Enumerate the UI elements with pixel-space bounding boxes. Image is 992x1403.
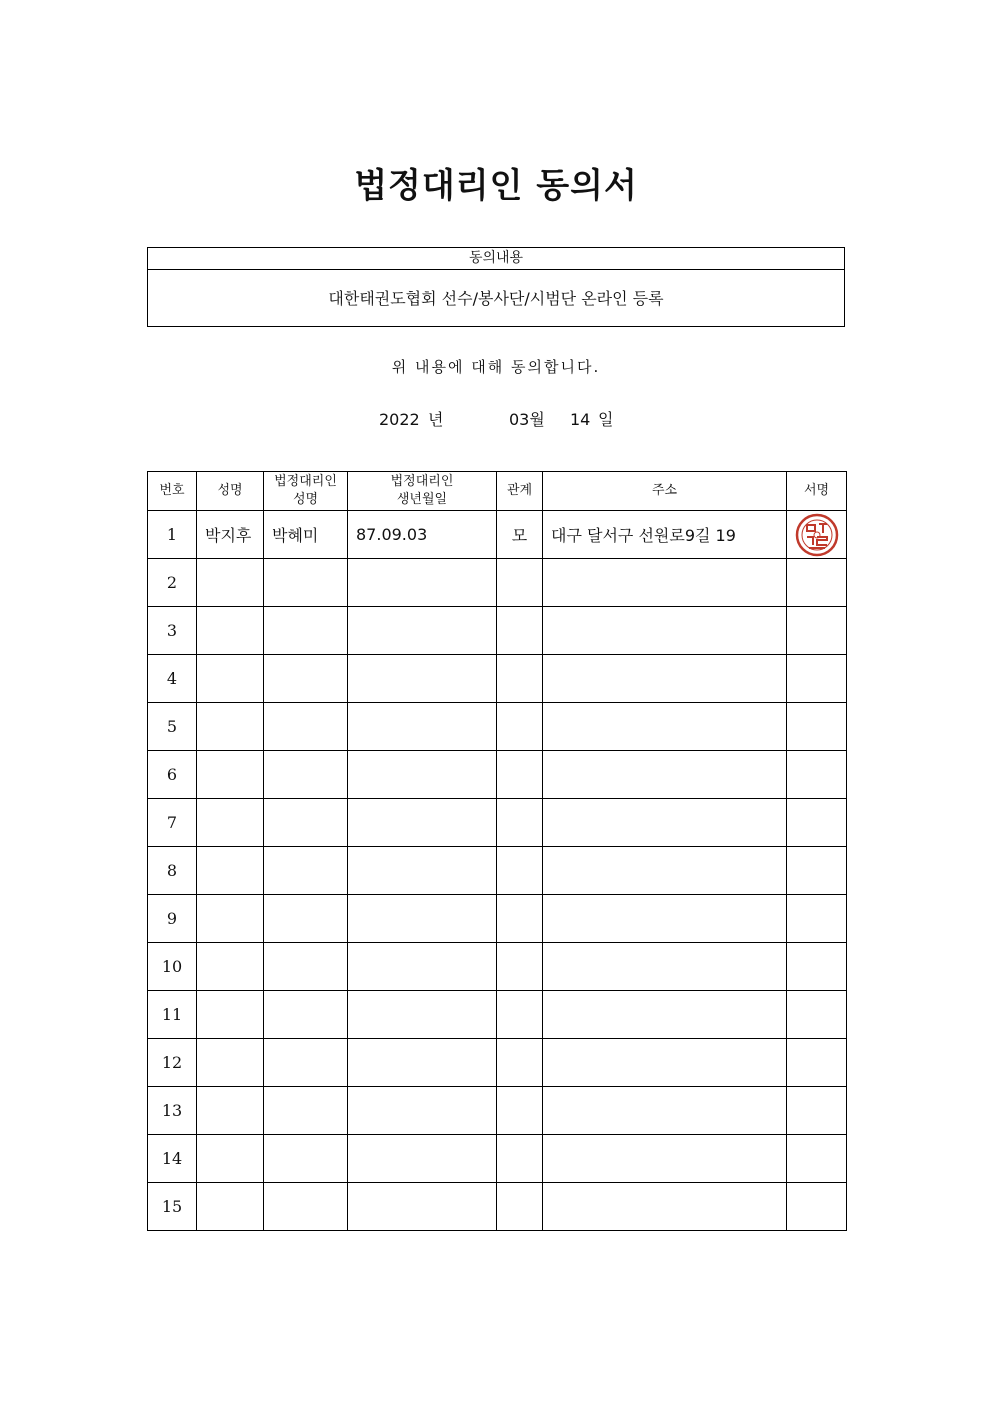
- row-address: [543, 847, 787, 895]
- header-guardian-name: [264, 472, 348, 511]
- row-name: [197, 559, 264, 607]
- row-relation: [497, 1039, 543, 1087]
- row-address: [543, 607, 787, 655]
- row-number: 10: [148, 943, 197, 991]
- consent-box: [147, 247, 845, 327]
- date-month: 03월: [509, 410, 545, 429]
- row-relation: 모: [497, 511, 543, 559]
- row-address: [543, 1183, 787, 1231]
- row-name: [197, 895, 264, 943]
- row-relation: [497, 1135, 543, 1183]
- table-header-row: [148, 472, 847, 511]
- row-number: 13: [148, 1087, 197, 1135]
- header-signature: 서명: [787, 472, 847, 511]
- row-relation: [497, 943, 543, 991]
- row-guardian-name: [264, 895, 348, 943]
- header-guardian-birth-line2: 생년월일: [396, 492, 448, 507]
- row-signature: [787, 1135, 847, 1183]
- row-number: 1: [148, 511, 197, 559]
- consent-text: 대한태권도협회 선수/봉사단/시범단 온라인 등록: [328, 289, 664, 308]
- date-day: 14: [570, 410, 591, 429]
- header-guardian-name-line2: 성명: [292, 492, 319, 507]
- row-address: [543, 799, 787, 847]
- row-guardian-name: [264, 607, 348, 655]
- row-address: [543, 1135, 787, 1183]
- document-title: 법정대리인 동의서: [354, 166, 638, 206]
- row-number: 9: [148, 895, 197, 943]
- row-guardian-birth: [348, 703, 497, 751]
- guardian-roster-table: [147, 471, 847, 1231]
- row-address: [543, 1087, 787, 1135]
- row-number: 5: [148, 703, 197, 751]
- row-relation: [497, 847, 543, 895]
- table-row: [148, 1039, 847, 1087]
- row-signature: [787, 847, 847, 895]
- row-relation: [497, 655, 543, 703]
- row-number: 6: [148, 751, 197, 799]
- row-number: 2: [148, 559, 197, 607]
- row-guardian-birth: [348, 895, 497, 943]
- row-name: [197, 1135, 264, 1183]
- table-row: [148, 607, 847, 655]
- row-name: [197, 751, 264, 799]
- row-number: 11: [148, 991, 197, 1039]
- row-signature: [787, 751, 847, 799]
- table-body: [148, 511, 847, 1231]
- row-guardian-birth: [348, 799, 497, 847]
- row-name: 박지후: [197, 511, 264, 559]
- row-relation: [497, 751, 543, 799]
- table-row: [148, 799, 847, 847]
- row-guardian-name: [264, 559, 348, 607]
- row-guardian-name: [264, 943, 348, 991]
- row-signature: [787, 1087, 847, 1135]
- table-row: [148, 751, 847, 799]
- row-address: [543, 895, 787, 943]
- row-name: [197, 991, 264, 1039]
- row-address: [543, 943, 787, 991]
- row-number: 14: [148, 1135, 197, 1183]
- date-day-unit: 일: [598, 410, 614, 429]
- row-guardian-name: [264, 1135, 348, 1183]
- table-row: [148, 655, 847, 703]
- row-guardian-birth: [348, 1183, 497, 1231]
- row-signature: [787, 655, 847, 703]
- row-guardian-birth: [348, 1039, 497, 1087]
- row-address: [543, 751, 787, 799]
- table-row: [148, 703, 847, 751]
- row-guardian-birth: [348, 607, 497, 655]
- row-signature: [787, 895, 847, 943]
- header-address: 주소: [543, 472, 787, 511]
- row-relation: [497, 1087, 543, 1135]
- row-guardian-name: [264, 1183, 348, 1231]
- table-row: [148, 943, 847, 991]
- row-relation: [497, 1183, 543, 1231]
- row-address: [543, 655, 787, 703]
- date-year-unit: 년: [428, 410, 444, 429]
- row-name: [197, 607, 264, 655]
- row-guardian-birth: [348, 751, 497, 799]
- table-row: [148, 991, 847, 1039]
- row-number: 3: [148, 607, 197, 655]
- row-signature: [787, 1039, 847, 1087]
- row-name: [197, 943, 264, 991]
- row-guardian-birth: [348, 1087, 497, 1135]
- row-guardian-name: [264, 751, 348, 799]
- row-guardian-name: [264, 655, 348, 703]
- row-name: [197, 847, 264, 895]
- row-guardian-birth: [348, 847, 497, 895]
- row-guardian-birth: 87.09.03: [348, 511, 497, 559]
- row-signature: [787, 799, 847, 847]
- header-relation: 관계: [497, 472, 543, 511]
- row-relation: [497, 559, 543, 607]
- row-relation: [497, 703, 543, 751]
- row-guardian-birth: [348, 991, 497, 1039]
- row-guardian-birth: [348, 655, 497, 703]
- row-guardian-birth: [348, 1135, 497, 1183]
- row-name: [197, 655, 264, 703]
- row-name: [197, 1183, 264, 1231]
- table-row: [148, 895, 847, 943]
- agree-statement: 위 내용에 대해 동의합니다.: [391, 358, 601, 376]
- row-signature: [787, 511, 847, 559]
- row-relation: [497, 607, 543, 655]
- table-row: [148, 847, 847, 895]
- row-guardian-name: [264, 1087, 348, 1135]
- header-no: 번호: [148, 472, 197, 511]
- row-guardian-name: [264, 703, 348, 751]
- row-number: 8: [148, 847, 197, 895]
- row-signature: [787, 559, 847, 607]
- header-guardian-birth: [348, 472, 497, 511]
- table-row: [148, 1183, 847, 1231]
- row-guardian-name: [264, 1039, 348, 1087]
- row-number: 4: [148, 655, 197, 703]
- table-row: [148, 1087, 847, 1135]
- date-year: 2022: [379, 410, 420, 429]
- table-row: [148, 559, 847, 607]
- row-address: [543, 703, 787, 751]
- row-name: [197, 703, 264, 751]
- row-relation: [497, 895, 543, 943]
- row-address: [543, 1039, 787, 1087]
- consent-header: 동의내용: [148, 248, 844, 270]
- table-row: [148, 511, 847, 559]
- header-name: 성명: [197, 472, 264, 511]
- row-name: [197, 1087, 264, 1135]
- table-row: [148, 1135, 847, 1183]
- row-relation: [497, 799, 543, 847]
- row-address: [543, 991, 787, 1039]
- row-name: [197, 799, 264, 847]
- row-guardian-birth: [348, 943, 497, 991]
- row-address: 대구 달서구 선원로9길 19: [543, 511, 787, 559]
- row-guardian-name: [264, 847, 348, 895]
- row-guardian-name: [264, 991, 348, 1039]
- row-address: [543, 559, 787, 607]
- row-name: [197, 1039, 264, 1087]
- row-guardian-birth: [348, 559, 497, 607]
- row-number: 7: [148, 799, 197, 847]
- row-signature: [787, 991, 847, 1039]
- row-signature: [787, 703, 847, 751]
- row-signature: [787, 943, 847, 991]
- row-guardian-name: 박혜미: [264, 511, 348, 559]
- row-relation: [497, 991, 543, 1039]
- seal-stamp-icon: [795, 513, 839, 557]
- row-number: 15: [148, 1183, 197, 1231]
- row-guardian-name: [264, 799, 348, 847]
- header-guardian-birth-line1: 법정대리인: [390, 474, 454, 489]
- row-signature: [787, 607, 847, 655]
- header-guardian-name-line1: 법정대리인: [274, 474, 337, 489]
- row-number: 12: [148, 1039, 197, 1087]
- row-signature: [787, 1183, 847, 1231]
